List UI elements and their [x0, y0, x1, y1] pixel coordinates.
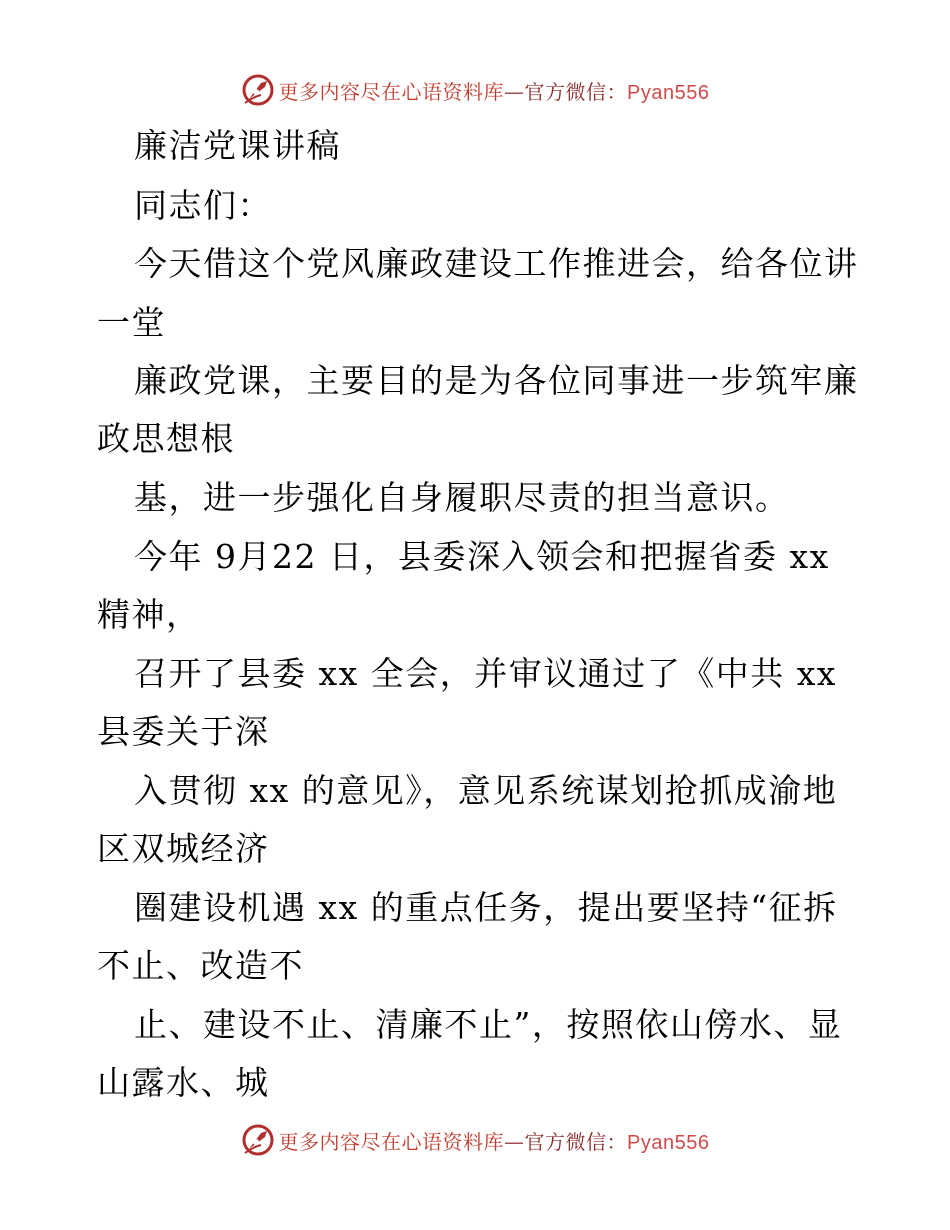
watermark-label: 官方微信：	[524, 79, 628, 104]
doc-line: 区双城经济	[97, 829, 270, 868]
pen-nib-swirl-logo	[241, 73, 275, 107]
header-watermark-banner	[0, 70, 950, 110]
doc-line: 今年 9月22 日，县委深入领会和把握省委 xx	[134, 537, 830, 576]
doc-line: 召开了县委 xx 全会，并审议通过了《中共 xx	[134, 654, 837, 693]
doc-title: 廉洁党课讲稿	[134, 126, 341, 165]
doc-line: 精神，	[97, 595, 201, 634]
doc-line: 山露水、城	[97, 1063, 270, 1102]
watermark-main: 更多内容尽在心语资料库	[278, 1129, 505, 1154]
watermark-wechat-id: Pyan556	[627, 1131, 710, 1154]
doc-line: 圈建设机遇 xx 的重点任务，提出要坚持“征拆	[134, 888, 838, 927]
watermark-wechat-id: Pyan556	[627, 81, 710, 104]
watermark-label: 官方微信：	[524, 1129, 628, 1154]
watermark-separator: —	[504, 1129, 525, 1154]
doc-line: 政思想根	[97, 419, 235, 458]
doc-line: 廉政党课，主要目的是为各位同事进一步筑牢廉	[134, 361, 859, 400]
doc-line: 今天借这个党风廉政建设工作推进会，给各位讲	[134, 244, 859, 283]
pen-nib-swirl-logo	[241, 1123, 275, 1157]
watermark-main: 更多内容尽在心语资料库	[278, 79, 505, 104]
watermark-separator: —	[504, 79, 525, 104]
doc-line: 入贯彻 xx 的意见》，意见系统谋划抢抓成渝地	[134, 771, 838, 810]
footer-watermark-banner	[0, 1120, 950, 1160]
watermark-text	[279, 76, 710, 105]
doc-line: 不止、改造不	[97, 946, 304, 985]
doc-line: 止、建设不止、清廉不止”，按照依山傍水、显	[134, 1005, 843, 1044]
doc-line: 县委关于深	[97, 712, 270, 751]
doc-line: 基，进一步强化自身履职尽责的担当意识。	[134, 478, 790, 517]
watermark-text	[279, 1126, 710, 1155]
doc-salutation: 同志们：	[134, 186, 272, 225]
doc-line: 一堂	[97, 303, 166, 342]
